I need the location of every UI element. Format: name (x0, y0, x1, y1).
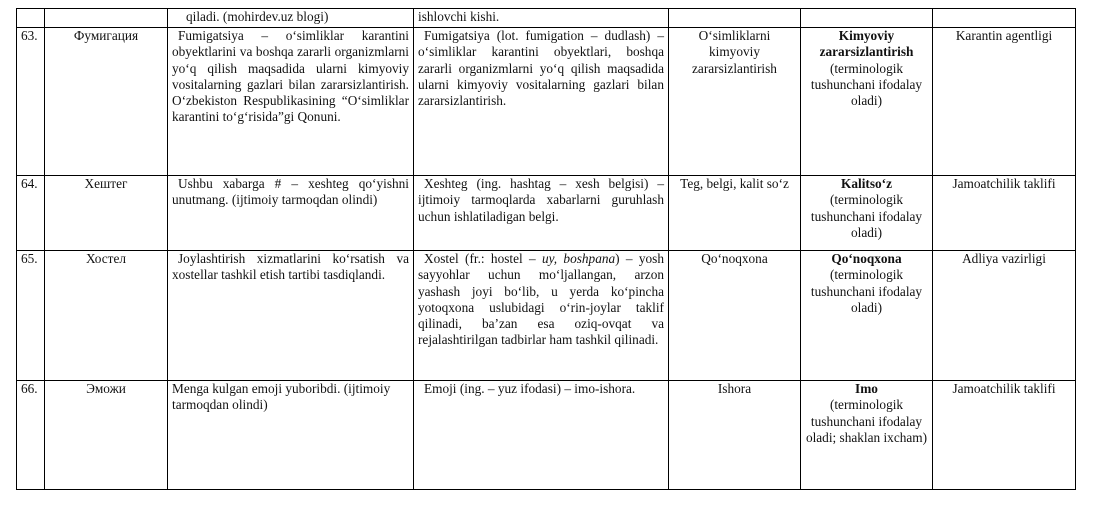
terms-table (16, 8, 1076, 490)
recommended-note: (terminologik tushunchani ifodalay oladi; shaklan ixcham) (805, 397, 928, 445)
definition-cell: ishlovchi kishi. (414, 9, 669, 28)
recommended-note: (terminologik tushunchani ifodalay oladi) (810, 60, 923, 109)
definition (414, 381, 669, 490)
table-row-continued (17, 9, 1076, 28)
source: Jamoatchilik taklifi (933, 176, 1076, 251)
foreign-term: Хештег (45, 176, 168, 251)
alternative-cell (669, 9, 801, 28)
row-number: 65. (17, 251, 45, 381)
definition-text: Emoji (ing. – yuz ifodasi) – imo-ishora. (424, 381, 636, 396)
recommended-word: Imo (855, 381, 878, 396)
definition-text-start: Xostel (fr.: hostel – (424, 251, 542, 266)
recommended-term (801, 381, 933, 490)
usage-example: Joylashtirish xizmatlarini ko‘rsatish va xostellar tashkil etish tartibi tasdiqlandi. (168, 251, 414, 381)
usage-example: Fumigatsiya – o‘simliklar karantini obyektlarini va boshqa zararli organizmlarni yo‘q qilish maqsadida ularni kimyoviy vositalarning gazlari bilan zararsizlantirish. O‘zbekiston Respublikasining “O‘simliklar karantini to‘g‘risida”gi Qonuni. (168, 28, 414, 176)
alternative-term: Ishora (669, 381, 801, 490)
recommended-word: Kimyoviy zararsizlantirish (819, 28, 914, 60)
recommended-term (801, 176, 933, 251)
recommended-term (801, 251, 933, 381)
foreign-term: Эможи (45, 381, 168, 490)
definition-text: Xeshteg (ing. hashtag – xesh belgisi) – ijtimoiy tarmoqlarda xabarlarni guruhlash uchun ishlatiladigan belgi. (418, 176, 664, 224)
recommended-term (801, 28, 933, 176)
term-cell (45, 9, 168, 28)
usage-example: Ushbu xabarga # – xeshteg qo‘yishni unutmang. (ijtimoiy tarmoqdan olindi) (168, 176, 414, 251)
num-cell (17, 9, 45, 28)
source: Jamoatchilik taklifi (933, 381, 1076, 490)
table-row (17, 28, 1076, 176)
alternative-term: Teg, belgi, kalit so‘z (669, 176, 801, 251)
table-row (17, 251, 1076, 381)
row-number: 66. (17, 381, 45, 490)
source: Karantin agentligi (933, 28, 1076, 176)
definition-italic: uy, boshpana (541, 251, 616, 266)
foreign-term: Фумигация (45, 28, 168, 176)
recommended-cell (801, 9, 933, 28)
source: Adliya vazirligi (933, 251, 1076, 381)
definition (414, 28, 669, 176)
source-cell (933, 9, 1076, 28)
example-cell: qiladi. (mohirdev.uz blogi) (168, 9, 414, 28)
table-row (17, 381, 1076, 490)
recommended-note: (terminologik tushunchani ifodalay oladi) (810, 267, 923, 315)
recommended-word: Qo‘noqxona (831, 251, 902, 266)
definition-text: Fumigatsiya (lot. fumigation – dudlash) – o‘simliklar karantini obyektlari, boshqa zararli organizmlarni yo‘q qilish maqsadida ularni kimyoviy vositalarning gazlari bilan zararsizlantirish. (418, 28, 664, 109)
definition (414, 251, 669, 381)
foreign-term: Хостел (45, 251, 168, 381)
row-number: 64. (17, 176, 45, 251)
usage-example: Menga kulgan emoji yuboribdi. (ijtimoiy tarmoqdan olindi) (168, 381, 414, 490)
table-row (17, 176, 1076, 251)
row-number: 63. (17, 28, 45, 176)
alternative-term: O‘simliklarni kimyoviy zararsizlantirish (669, 28, 801, 176)
alternative-term: Qo‘noqxona (669, 251, 801, 381)
definition-text-end: ) – yosh sayyohlar uchun mo‘ljallangan, arzon yashash joyi bo‘lib, u yerda ko‘pincha yotoqxona uslubidagi o‘rin-joylar taklif qilinadi, ba’zan esa oziq-ovqat va rejalashtirilgan tadbirlar ham tashkil qilinadi. (418, 251, 664, 348)
definition (414, 176, 669, 251)
recommended-note: (terminologik tushunchani ifodalay oladi) (810, 192, 923, 240)
recommended-word: Kalitso‘z (841, 176, 892, 191)
